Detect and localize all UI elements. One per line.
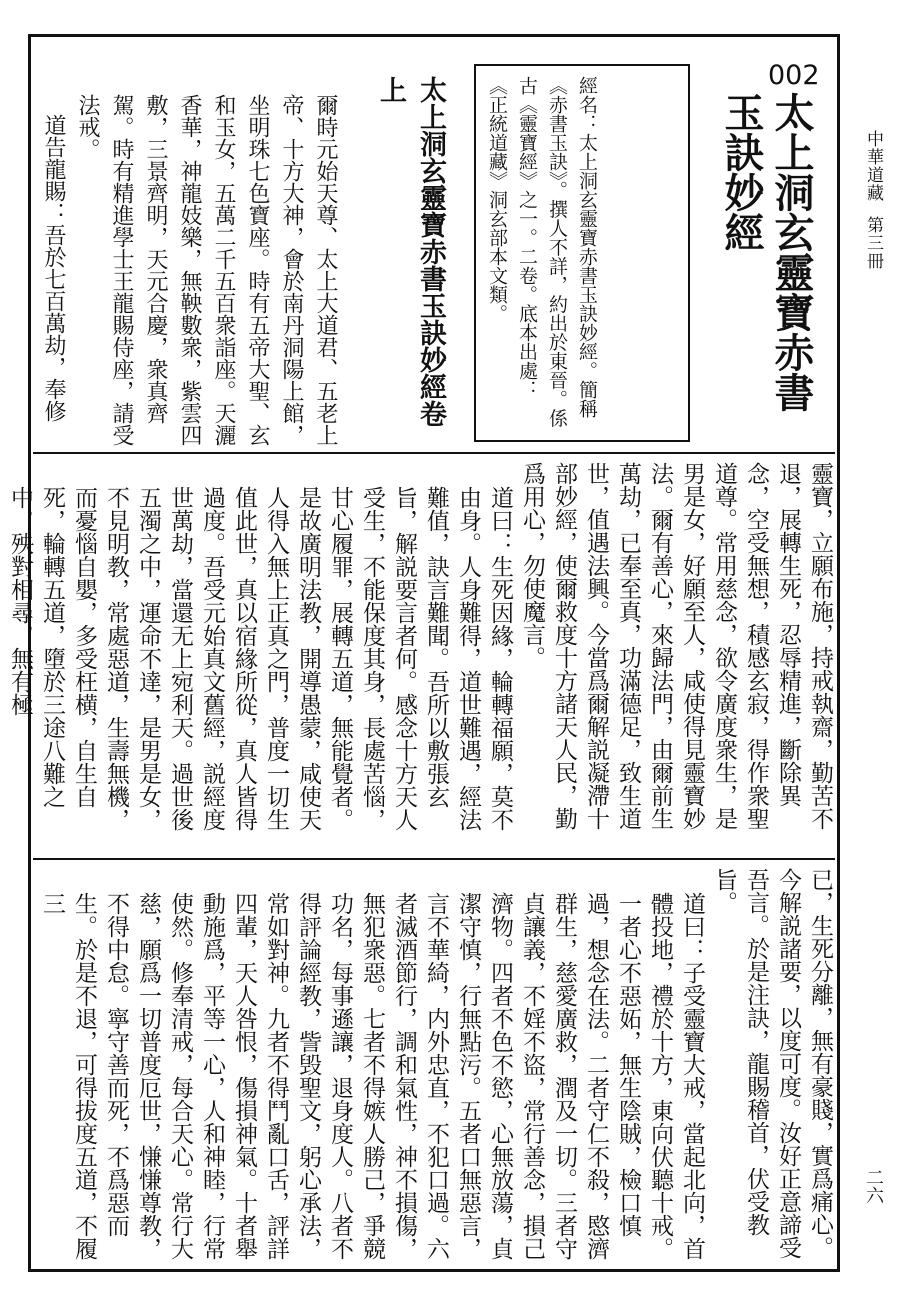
band-divider <box>33 452 835 454</box>
paragraph: 爾時元始天尊、太上大道君、五老上帝、十方大神，會於南丹洞陽上館，坐明珠七色寶座。時有五帝大聖、玄和玉女，五萬二千五百衆詣座。天灑香華，神龍妓樂，無鞅數衆，紫雲四敷，三景齊明，天元合慶，衆真齊駕。時有精進學士王龍賜侍座，請受法戒。 <box>75 94 338 446</box>
paragraph: 道曰：生死因緣，輪轉福願，莫不由身。人身難得，道世難遇，經法難值，訣言難聞。吾所以敷張玄旨，解説要言者何。感念十方天人受生，不能保度其身，長處苦惱，甘心履罪，展轉五道，無能覺者。是故廣明法教，開導愚蒙，咸使天人得入無上正真之門，普度一切生值此世，真以宿緣所從，真人皆得過度。吾受元始真文舊經，説經度世萬劫，當還无上宛利天。過世後五濁之中，運命不達，是男是女，不見明教，常處惡道，生壽無機，而憂惱自嬰，多受枉横，自生自死，輪轉五道，墮於三途八難之中，殃對相尋，無有極 <box>7 486 513 831</box>
collection-name: 中華道藏 <box>863 130 883 202</box>
band-divider <box>33 858 835 860</box>
scripture-info: 經名：太上洞玄靈寶赤書玉訣妙經。簡稱《赤書玉訣》。撰人不詳，約出於東晉。係古《靈寶經》之一。二卷。底本出處：《正統道藏》洞玄部本文類。 <box>486 76 598 428</box>
info-box <box>474 64 690 442</box>
scripture-number: 002 <box>768 60 820 91</box>
page-number: 二六 <box>863 1168 884 1204</box>
running-header <box>858 130 888 270</box>
paragraph: 靈寶，立願布施，持戒執齋，勤苦不退，展轉生死，忍辱精進，斷除異念，空受無想，積感玄寂，得作衆聖道尊。常用慈念，欲令廣度衆生，是男是女，好願至人，咸使得見靈寶妙法。爾有善心，來歸法門，由爾前生萬劫，已奉至真，功滿德足，致生道世，值遇法興。今當爲爾解説凝滯十部妙經，使爾救度十方諸天人民，勤爲用心，勿使魔言。 <box>519 462 833 830</box>
band-1-text <box>38 94 342 448</box>
band-2-text <box>7 462 836 852</box>
paragraph: 道曰：子受靈寶大戒，當起北向，首體投地，禮於十方，東向伏聽十戒。一者心不惡妬，無生陰賊，檢口慎過，想念在法。二者守仁不殺，愍濟群生，慈愛廣救，潤及一切。三者守貞讓義，不婬不盜，常行善念，損己濟物。四者不色不慾，心無放蕩，貞潔守慎，行無點污。五者口無惡言，言不華綺，内外忠直，不犯口過。六者滅酒節行，調和氣性，神不損傷，無犯衆惡。七者不得嫉人勝己，爭競功名，每事遜讓，退身度人。八者不得評論經教，訾毁聖文，躬心承法，常如對神。九者不得鬥亂口舌，評詳四輩，天人咎恨，傷損神氣。十者舉動施爲，平等一心，人和神睦，行常使然。修奉清戒，每合天心。常行大慈，願爲一切普度厄世，慊慊尊教，不得中怠。寧守善而死，不爲惡而生。於是不退，可得拔度五道，不履三 <box>39 892 705 1260</box>
band-3-text <box>39 868 836 1260</box>
paragraph: 道告龍賜：吾於七百萬劫，奉修 <box>41 114 66 422</box>
volume-label: 第三冊 <box>863 216 883 270</box>
scripture-title: 太上洞玄靈寶赤書玉訣妙經 <box>718 92 814 412</box>
juan-title: 太上洞玄靈寶赤書玉訣妙經卷上 <box>375 76 446 427</box>
paragraph: 已，生死分離，無有豪賤，實爲痛心。今解説諸要，以度可度。汝好正意諦受吾言。於是注訣，龍賜稽首，伏受教旨。 <box>711 868 833 1259</box>
